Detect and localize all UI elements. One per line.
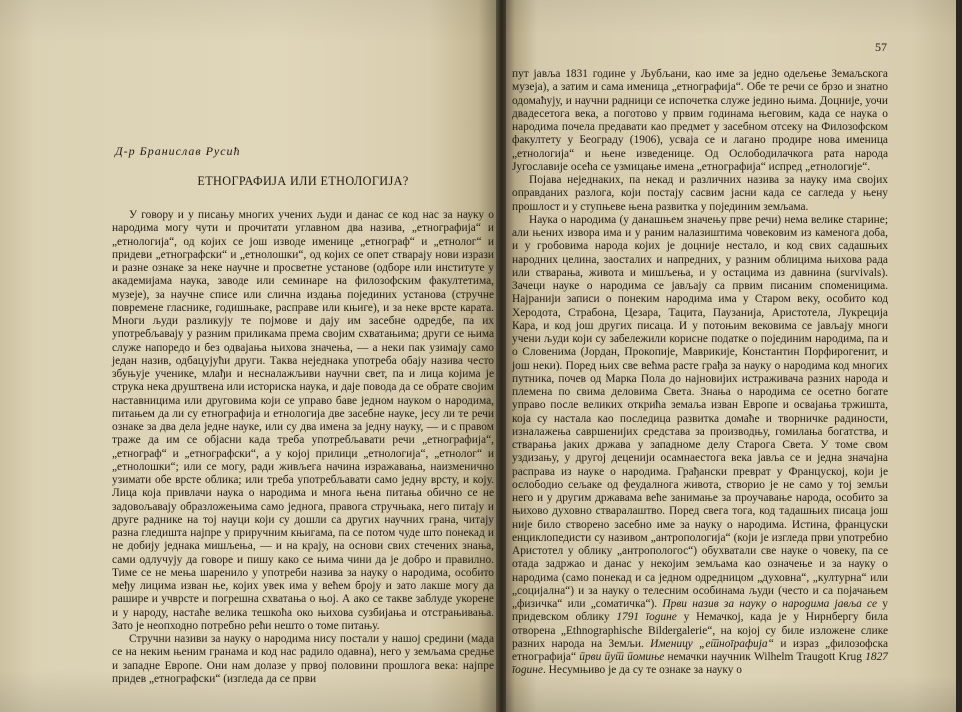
italic-text-run: 1791 године <box>616 611 677 624</box>
right-page <box>506 0 956 712</box>
text-run: у Немачкој, када је у Нирнбергу била отворена „Ethnographische Bildergalerie“, на којој су биле изложене слике разних народа на Земљи. <box>512 611 889 650</box>
left-text-column <box>112 209 494 686</box>
right-paragraph-2: Појава неједнаких, па некад и различних назива за науку има својих оправданих разлога, који постају сасвим јасни када се сагледа у њену прошлост и у ступњеве њена развитка у појединим земљама. <box>512 174 888 213</box>
text-run: Наука о народима (у данашњем значењу прве речи) нема велике старине; али њених извора има и у раним налазиштима човековим из каменога доба, и у гробовима народа којих је доцније нестало, и код свих садашњих народних целина, заосталих и напредних, у разним облицима њихова рада или стварања, живота и мишљења, и у остацима из давнина (survivals). Зачеци науке о народима се јављају са првим писаним споменицима. Најранији записи о понеким народима има у Старом веку, особито код Херодота, Страбона, Цезара, Тацита, Паузанија, Аристотела, Лукреција Кара, и код још других писаца. И у потоњим вековима се јављају многи учени људи који су забележили корисне податке о појединим народима, па и о Словенима (Јордан, Прокопије, Маврикије, Константин Порфирогенит, и још неки). Поред њих све већма расте грађа за науку о народима код многих путника, почев од Марка Пола до најновијих истраживача разних народа и племена по свима деловима Света. Знања о народима се осетно богате управо после великих открића земаља изван Европе и освајања тржишта, која су настала као последица развитка домаће и творничке радиности, изналажења савршенијих средстава за производњу, гомилања богатства, и стварања јаких држава у западноме делу Старога Света. У томе свом уздизању, у другој деценији осамнаестога века јавља се и једна значајна расправа из науке о народима. Грађански преврат у Француској, који је ослободио сељаке од феудалнога живота, створио је не само у тој земљи него и у другим државама веће занимање за проучавање народа, особито за њихово духовно стваралаштво. Поред свега тога, код тадашњих писаца још није било створено засебно име за науку о народима. Истина, француски енциклопедисти су називом „антропологија“ (који је изгледа први употребио Аристотел у облику „антропологос“) обухватали све науке о човеку, па се отада задржао и данас у некојим земљама као означење и за науку о народима (само понекад и са једном одредницом „духовна“, „културна“ или „социјална“) и за науку о телесним особинама људи (често и са појачањем „физичка“ или „соматичка“). <box>512 213 888 610</box>
page-edge-shadow <box>956 0 962 712</box>
text-run: и израз „филозофска етнографија“ <box>512 637 888 663</box>
italic-text-run: Први назив за науку о народима јавља се <box>662 598 878 610</box>
text-run: . Несумњиво је да су те ознаке за науку о <box>542 664 742 677</box>
italic-text-run: први пут помиње <box>579 651 665 663</box>
right-paragraph-1: пут јавља 1831 године у Љубљани, као име за једно одељење Земаљскога музеја), а затим и сама именица „етнографија“. Обе те речи се брзо и знатно одомаћују, и научни радници се испочетка служе једино њима. Доцније, уочи двадесетога века, а поготово у првим годинама његовим, када се наука о народима почела предавати као предмет у засебном отсеку на Филозофском факултету у Београду (1906), усваја се и лагано продире нова именица „етнологија“ и њене изведенице. Од Ослободилачкога рата народа Југославије осећа се узмицање имена „етнографија“ испред „етнологије“. <box>512 68 888 173</box>
italic-text-run: 1827 године <box>512 651 888 677</box>
left-paragraph-1: У говору и у писању многих учених људи и данас се код нас за науку о народима могу чути и прочитати углавном два назива, „етнографија“ и „етнологија“, од којих се још изводе именице „етнограф“ и „етнолог“ и придеви „етнографски“ и „етнолошки“, од којих се опет стварају нови изрази и разне ознаке за неке научне и просветне установе (одборе или институте у академијама наука, заводе или семинаре на филозофским факултетима, музеје), за научне списе или слична издања појединих установа (стручне повремене гласнике, годишњаке, расправе или књиге), и за неке врсте карата. Многи људи разликују те појмове и дају им засебне одредбе, па их употребљавају у разним приликама према својим схватањима; други се њима служе напоредо и без одвајања њихова значења, — а неки пак узимају само један назив, одбацујући други. Таква неједнака употреба обају назива често збуњује ученике, млађи и несналажљиви научни свет, па и лица којима је струка нека друштвена или историска наука, и даје повода да се обрате својим наставницима или друговима који се управо баве једном науком о народима, питањем да ли су етнографија и етнологија две засебне науке, јесу ли те речи ознаке за два дела једне науке, или су два имена за једну науку, — и с правом траже да им се објасни када треба употребљавати речи „етнографија“, „етнограф“ и „етнографски“, а у којој прилици „етнологија“, „етнолог“ и „етнолошки“; или се могу, ради живљега начина изражавања, наизменично узимати обе врсте облика; или треба употребљавати само једну врсту, и коју. Лица која привлачи наука о народима и многа њена питања обично се не задовољавају образложењима само једнога, правога стручњака, него питају и друге раднике на тој науци који су дошли са других научних грана, читају разна гледишта најпре у приручним књигама, па се потом чуде што понекад и не добију једнака мишљења, — и на крају, на основи свих стечених знања, сами одлучују да говоре и пишу како се њима чини да је добро и правилно. Тиме се не мења шаренило у употреби назива за науку о народима, особито међу лицима изван ње, којих увек има у већем броју и зато лакше могу да рашире и учврсте и погрешна схватања о њој. А ако се такве заблуде укорене и у народу, настаће велика тешкоћа око њихова сузбијања и отстрањивања. Зато је неопходно потребно рећи нешто о томе питању. <box>112 209 494 632</box>
text-run: немачки научник Wilhelm Traugott Krug <box>664 651 866 663</box>
left-paragraph-2: Стручни називи за науку о народима нису постали у нашој средини (мада се на неким њеним гранама и код нас радило одавна), него у земљама средње и западне Европе. Они нам долазе у првој половини прошлога века: најпре придев „етнографски“ (изгледа да се први <box>112 633 494 685</box>
right-text-column <box>512 68 888 678</box>
italic-text-run: Именицу „етнографија“ <box>650 637 774 650</box>
author-line: Д-р Бранислав Русић <box>115 144 241 158</box>
text-run: у придевском облику <box>512 598 888 624</box>
right-paragraph-3 <box>512 214 888 678</box>
article-title: ЕТНОГРАФИЈА ИЛИ ЕТНОЛОГИЈА? <box>197 174 409 188</box>
page-number: 57 <box>875 40 887 54</box>
